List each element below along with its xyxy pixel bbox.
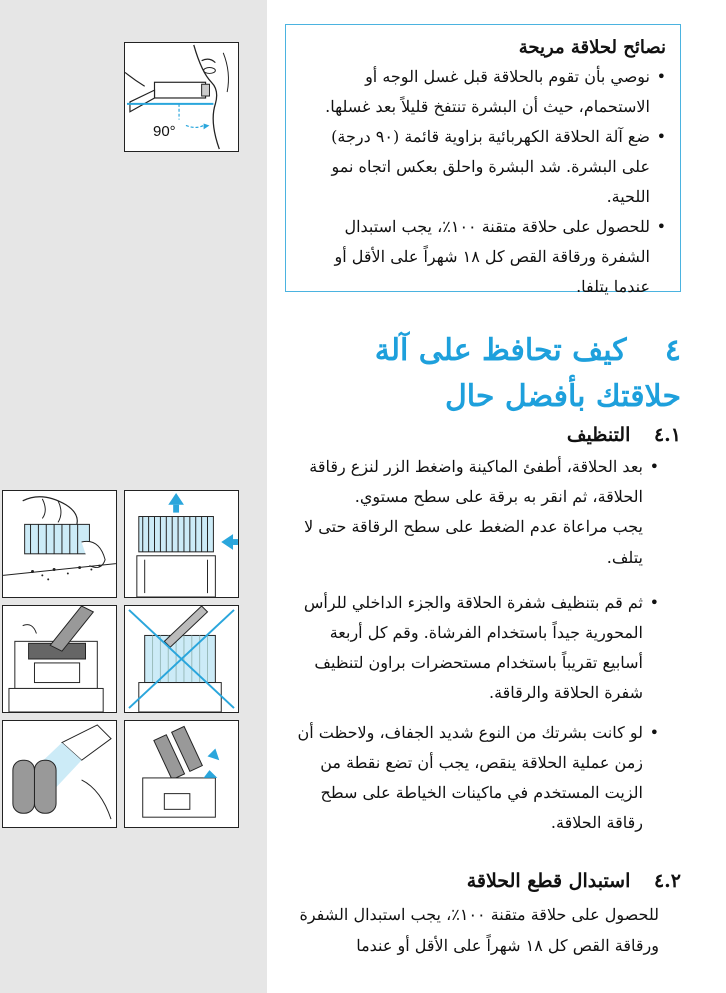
- do-not-brush-foil-figure: [124, 605, 239, 713]
- shaving-tips-box: [285, 24, 681, 296]
- replace-cutter-figure: [124, 720, 239, 828]
- section-title: [285, 328, 681, 420]
- cleaning-number: ٤.١: [653, 424, 681, 446]
- cleaning-step-3: [285, 718, 681, 838]
- replace-title: استبدال قطع الحلاقة: [466, 870, 631, 892]
- oil-foil-figure: [2, 720, 117, 828]
- section-title-text: كيف تحافظ على آلة حلاقتك بأفضل حال: [374, 333, 681, 414]
- cleaning-item: • بعد الحلاقة، أطفئ الماكينة واضغط الزر لنزع رقاقة الحلاقة، ثم انقر به برقة على سطح مستوي.: [285, 452, 643, 512]
- replace-text: للحصول على حلاقة متقنة ١٠٠٪، يجب استبدال الشفرة ورقاقة القص كل ١٨ شهراً على الأقل أو عندما: [299, 905, 659, 955]
- section-number: ٤: [664, 333, 681, 368]
- cleaning-item: • ثم قم بتنظيف شفرة الحلاقة والجزء الداخلي للرأس المحورية جيداً باستخدام الفرشاة. وقم كل أربعة أسابيع تقريباً باستخدام مستحضرات براون لتنظيف شفرة الحلاقة والرقاقة.: [285, 588, 643, 708]
- replace-number: ٤.٢: [653, 870, 681, 892]
- cleaning-item: • لو كانت بشرتك من النوع شديد الجفاف، ولاحظت أن زمن عملية الحلاقة ينقص، يجب أن تضع نقطة من الزيت المستخدم في ماكينات الخياطة على سطح رقاقة الحلاقة.: [285, 718, 643, 838]
- replace-heading: [285, 870, 681, 892]
- brush-cutter-figure: [2, 605, 117, 713]
- angle-label: 90°: [153, 123, 176, 140]
- cleaning-step-2: [285, 588, 681, 708]
- tips-title: نصائح لحلاقة مريحة: [518, 37, 666, 58]
- cleaning-note: يجب مراعاة عدم الضغط على سطح الرقاقة حتى لا يتلف.: [304, 517, 643, 567]
- tap-foil-figure: [2, 490, 117, 598]
- tips-list: [300, 62, 666, 302]
- tip-item: • للحصول على حلاقة متقنة ١٠٠٪، يجب استبدال الشفرة ورقاقة القص كل ١٨ شهراً على الأقل أو عندما يتلفا.: [300, 212, 650, 302]
- tip-item: • نوصي بأن تقوم بالحلاقة قبل غسل الوجه أو الاستحمام، حيث أن البشرة تنتفخ قليلاً بعد غسلها.: [300, 62, 650, 122]
- shaving-angle-figure: [124, 42, 239, 152]
- cleaning-step-1: [285, 452, 681, 573]
- cleaning-heading: [285, 424, 681, 446]
- cleaning-title: التنظيف: [566, 424, 631, 446]
- tip-item: • ضع آلة الحلاقة الكهربائية بزاوية قائمة (٩٠ درجة) على البشرة. شد البشرة واحلق بعكس اتجاه نمو اللحية.: [300, 122, 650, 212]
- remove-foil-figure: [124, 490, 239, 598]
